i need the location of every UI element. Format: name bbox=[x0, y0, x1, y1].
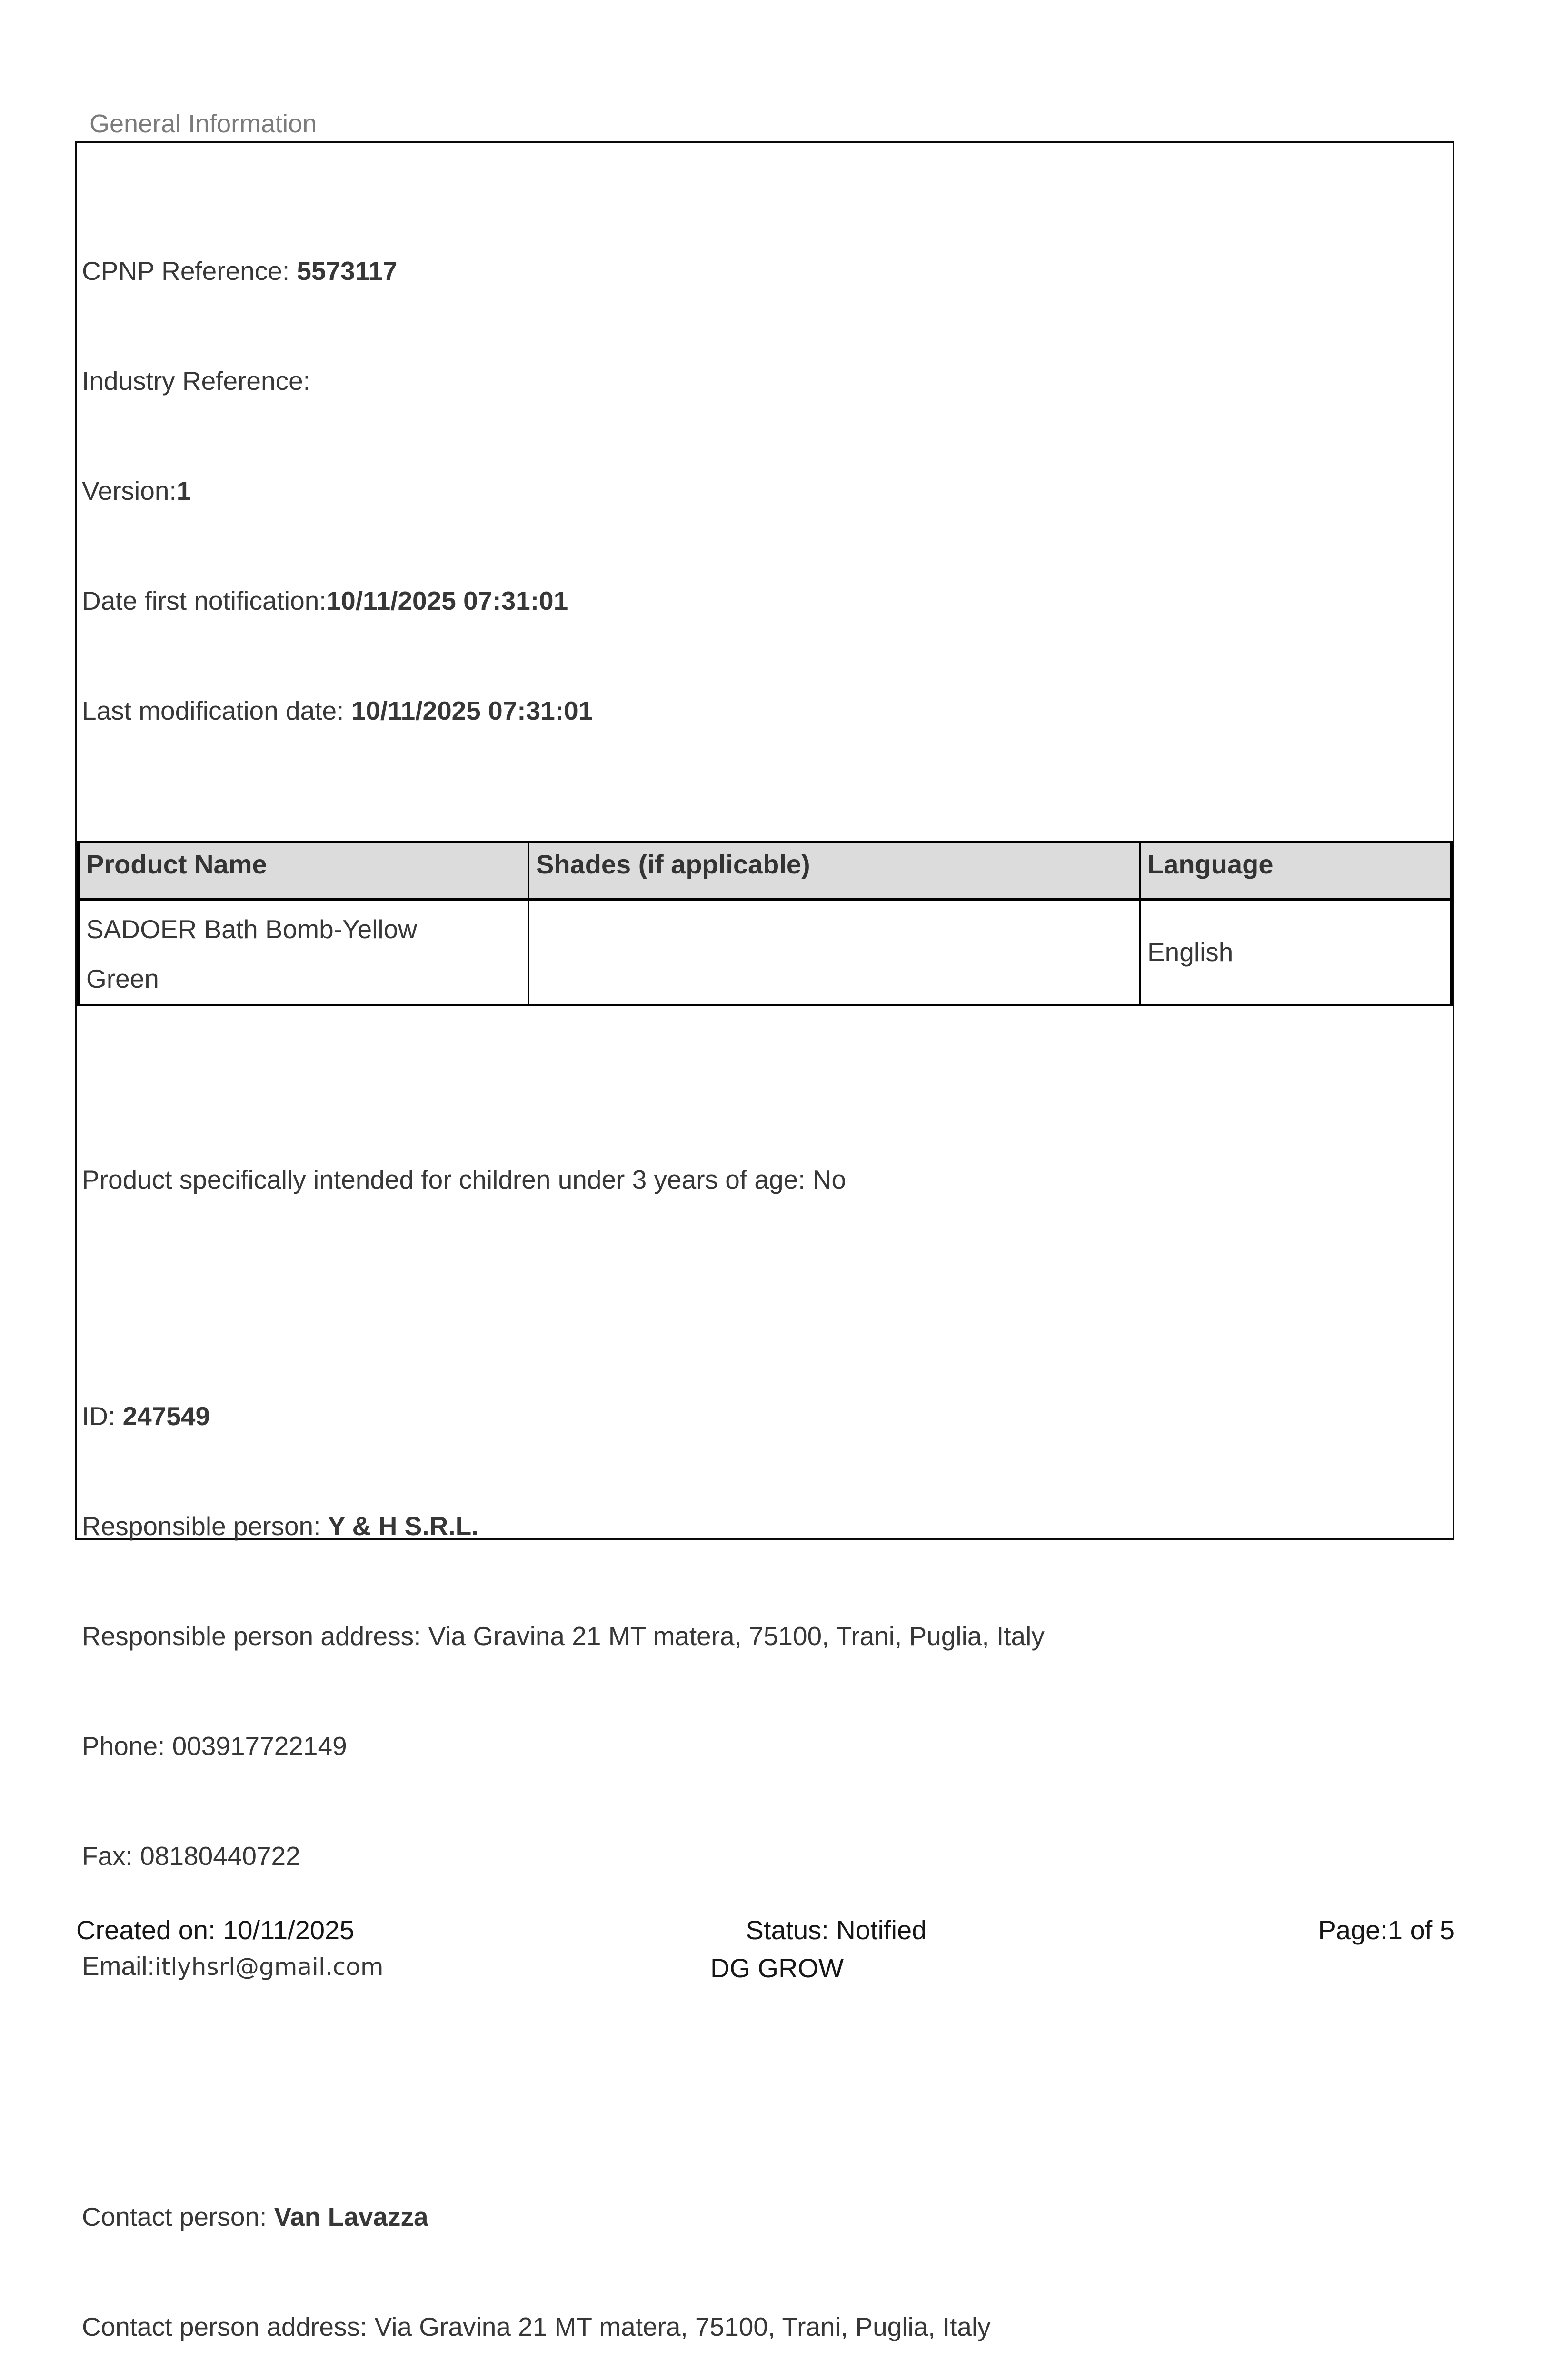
children-statement-line: Product specifically intended for children under 3 years of age: No bbox=[82, 1161, 1453, 1198]
version-label: Version: bbox=[82, 476, 177, 506]
column-header-language: Language bbox=[1140, 842, 1452, 899]
children-statement-block bbox=[77, 1088, 1453, 1271]
contact-person-value: Van Lavazza bbox=[274, 2202, 428, 2231]
product-name-text: SADOER Bath Bomb-Yellow Green bbox=[86, 904, 496, 1003]
id-line bbox=[82, 1398, 1453, 1435]
responsible-person-block bbox=[77, 1325, 1453, 2059]
product-table-row bbox=[79, 899, 1452, 1005]
industry-reference-label: Industry Reference: bbox=[82, 366, 310, 396]
responsible-person-label: Responsible person: bbox=[82, 1511, 328, 1541]
responsible-person-value: Y & H S.R.L. bbox=[328, 1511, 479, 1541]
version-line bbox=[82, 473, 1453, 509]
id-label: ID: bbox=[82, 1401, 123, 1431]
cpnp-reference-value: 5573117 bbox=[297, 256, 397, 286]
footer-page-number: Page:1 of 5 bbox=[1318, 1914, 1454, 1945]
responsible-email-value: itlyhsrl@gmail.com bbox=[155, 1953, 384, 1981]
footer-dg-grow: DG GROW bbox=[0, 1953, 1554, 1983]
product-table bbox=[77, 841, 1453, 1006]
cpnp-reference-label: CPNP Reference: bbox=[82, 256, 297, 286]
industry-reference-line bbox=[82, 363, 1453, 399]
date-first-notification-line bbox=[82, 583, 1453, 619]
product-table-header-row bbox=[79, 842, 1452, 899]
footer-created-on: Created on: 10/11/2025 bbox=[76, 1914, 354, 1945]
language-cell: English bbox=[1140, 899, 1452, 1005]
version-value: 1 bbox=[177, 476, 191, 506]
id-value: 247549 bbox=[123, 1401, 210, 1431]
page-title: General Information bbox=[90, 109, 317, 138]
footer-status: Status: Notified bbox=[746, 1914, 927, 1945]
general-information-box bbox=[75, 141, 1454, 1540]
last-modification-label: Last modification date: bbox=[82, 696, 351, 725]
contact-person-label: Contact person: bbox=[82, 2202, 274, 2231]
column-header-product-name: Product Name bbox=[79, 842, 529, 899]
product-name-cell bbox=[79, 899, 529, 1005]
column-header-shades: Shades (if applicable) bbox=[529, 842, 1140, 899]
date-first-notification-value: 10/11/2025 07:31:01 bbox=[327, 586, 568, 615]
responsible-person-line bbox=[82, 1508, 1453, 1545]
contact-person-address-line: Contact person address: Via Gravina 21 MT matera, 75100, Trani, Puglia, Italy bbox=[82, 2309, 1453, 2345]
notification-info-block bbox=[77, 179, 1453, 803]
responsible-person-address-line: Responsible person address: Via Gravina 21 MT matera, 75100, Trani, Puglia, Italy bbox=[82, 1618, 1453, 1655]
contact-person-line bbox=[82, 2199, 1453, 2235]
responsible-person-phone-line: Phone: 003917722149 bbox=[82, 1728, 1453, 1765]
date-first-notification-label: Date first notification: bbox=[82, 586, 327, 615]
responsible-email-label: Email: bbox=[82, 1951, 155, 1981]
contact-person-block bbox=[77, 2125, 1453, 2380]
responsible-person-fax-line: Fax: 08180440722 bbox=[82, 1838, 1453, 1874]
page-footer bbox=[76, 1914, 1454, 1945]
last-modification-line bbox=[82, 693, 1453, 729]
shades-cell bbox=[529, 899, 1140, 1005]
last-modification-value: 10/11/2025 07:31:01 bbox=[351, 696, 593, 725]
cpnp-reference-line bbox=[82, 253, 1453, 289]
